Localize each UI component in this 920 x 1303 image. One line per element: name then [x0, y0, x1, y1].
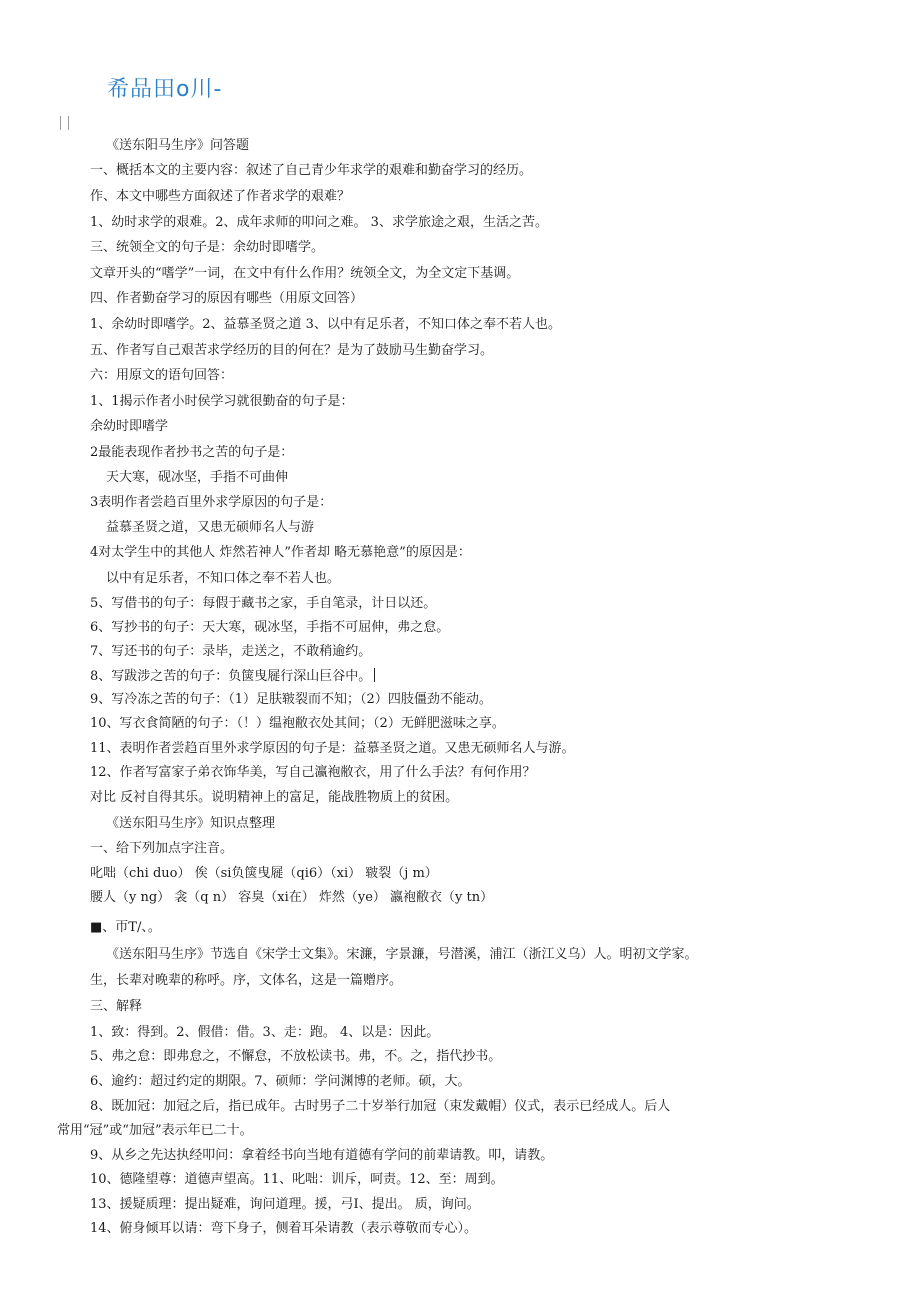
doc-line: 叱咄（chi duo） 俟（si负箧曳屣（qi6）（xi） 皲裂（j m）: [90, 866, 438, 881]
doc-line: 腰人（y ng） 衾（q n） 容臭（xi在） 炸然（ye） 瀛袍敝衣（y tn）: [90, 890, 494, 905]
doc-line: 7、写还书的句子：录毕，走送之，不敢稍逾约。: [90, 644, 372, 659]
doc-line: 4对太学生中的其他人 炸然若神人”作者却 略无慕艳意”的原因是：: [90, 545, 471, 560]
doc-line: 14、俯身倾耳以请：弯下身子，侧着耳朵请教（表示尊敬而专心）。: [90, 1221, 478, 1236]
doc-line: 3表明作者尝趋百里外求学原因的句子是：: [90, 495, 333, 510]
doc-line: 10、德隆望尊：道德声望高。11、叱咄：训斥，呵责。12、至：周到。: [90, 1172, 504, 1187]
doc-line: 益慕圣贤之道，又患无硕师名人与游: [106, 520, 315, 535]
doc-line: 1、余幼时即嗜学。2、益慕圣贤之道 3、以中有足乐者，不知口体之奉不若人也。: [90, 317, 561, 332]
doc-line: 余幼时即嗜学: [90, 419, 169, 434]
doc-line: 11、表明作者尝趋百里外求学原因的句子是：益慕圣贤之道。又患无硕师名人与游。: [90, 741, 575, 756]
doc-line: 5、弗之怠：即弗怠之，不懈怠，不放松读书。弗，不。之，指代抄书。: [90, 1049, 502, 1064]
text-cursor-icon: [60, 116, 69, 130]
doc-line: 9、写冷冻之苦的句子：（1）足肤皲裂而不知；（2）四肢僵劲不能动。: [90, 692, 492, 707]
doc-line: 9、从乡之先达执经叩问：拿着经书向当地有道德有学问的前辈请教。叩，请教。: [90, 1148, 554, 1163]
doc-line: 三、解释: [90, 999, 143, 1014]
doc-line: 五、作者写自己艰苦求学经历的目的何在？是为了鼓励马生勤奋学习。: [90, 343, 494, 358]
doc-line-with-caret[interactable]: [90, 668, 375, 685]
doc-heading: 《送东阳马生序》知识点整理: [106, 816, 276, 831]
doc-line: 以中有足乐者，不知口体之奉不若人也。: [106, 571, 341, 586]
doc-line: 四、作者勤奋学习的原因有哪些（用原文回答）: [90, 291, 364, 306]
doc-line: 常用“冠”或“加冠”表示年已二十。: [57, 1123, 253, 1138]
doc-line: 5、写借书的句子：每假于藏书之家，手自笔录，计日以还。: [90, 596, 437, 611]
doc-line: 1、1揭示作者小时侯学习就很勤奋的句子是：: [90, 394, 354, 409]
doc-line: 6、逾约：超过约定的期限。7、硕师：学问渊博的老师。硕，大。: [90, 1074, 471, 1089]
doc-line: 《送东阳马生序》节选自《宋学士文集》。宋濂，字景濂，号潜溪，浦江（浙江义乌）人。明初文学家。: [106, 947, 698, 962]
doc-line: 生，长辈对晚辈的称呼。序，文体名，这是一篇赠序。: [90, 973, 403, 988]
doc-line: 12、作者写富家子弟衣饰华美，写自己瀛袍敝衣，用了什么手法？有何作用？: [90, 765, 536, 780]
doc-line: 一、概括本文的主要内容：叙述了自己青少年求学的艰难和勤奋学习的经历。: [90, 163, 533, 178]
doc-line: 对比 反衬自得其乐。说明精神上的富足，能战胜物质上的贫困。: [90, 790, 459, 805]
text-caret-icon: [374, 668, 375, 682]
page-header-title: 希品田o川-: [107, 77, 223, 102]
doc-line: ■、帀T/、。: [90, 920, 161, 935]
doc-line: 1、幼时求学的艰难。2、成年求师的叩问之难。 3、求学旅途之艰，生活之苦。: [90, 215, 548, 230]
doc-line: 8、既加冠：加冠之后，指已成年。古时男子二十岁举行加冠（束发戴帽）仪式，表示已经成人。后人: [90, 1099, 671, 1114]
doc-line: 天大寒，砚冰坚，手指不可曲伸: [106, 470, 289, 485]
doc-line: 10、写衣食简陋的句子：（！）缊袍敝衣处其间；（2）无鲜肥滋味之享。: [90, 716, 505, 731]
doc-line-text: 8、写跋涉之苦的句子：负箧曳屣行深山巨谷中。: [90, 669, 372, 684]
doc-line: 文章开头的“嗜学”一词，在文中有什么作用？统领全文，为全文定下基调。: [90, 266, 520, 281]
doc-line: 2最能表现作者抄书之苦的句子是：: [90, 445, 294, 460]
doc-line: 13、援疑质理：提出疑难，询问道理。援，弓I、提出。 质，询问。: [90, 1197, 480, 1212]
doc-line: 一、给下列加点字注音。: [90, 841, 234, 856]
doc-line: 三、统领全文的句子是：余幼时即嗜学。: [90, 240, 325, 255]
doc-line: 作、本文中哪些方面叙述了作者求学的艰难？: [90, 189, 351, 204]
doc-line: 六：用原文的语句回答：: [90, 368, 234, 383]
doc-line: 6、写抄书的句子：天大寒，砚冰坚，手指不可屈伸，弗之怠。: [90, 620, 450, 635]
doc-heading: 《送东阳马生序》问答题: [106, 138, 250, 153]
doc-line: 1、致：得到。2、假借：借。3、走：跑。 4、以是：因此。: [90, 1025, 440, 1040]
